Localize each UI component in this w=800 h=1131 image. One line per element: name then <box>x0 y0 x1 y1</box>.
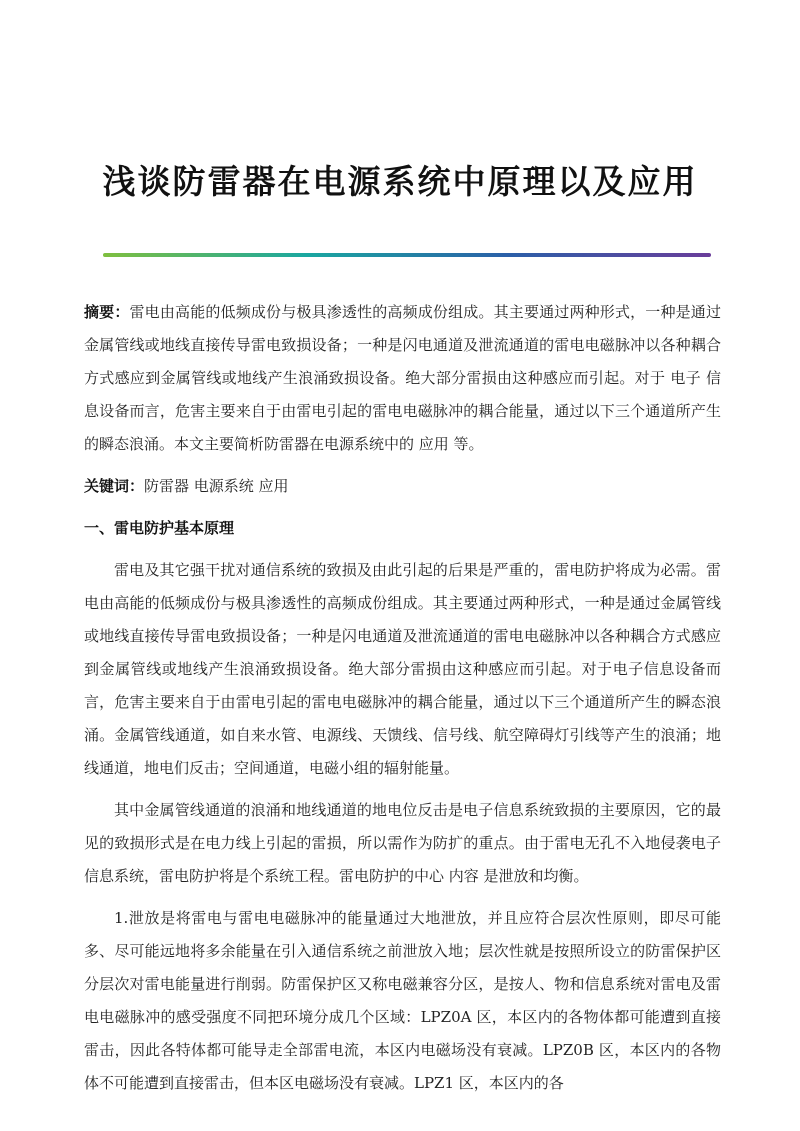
body-paragraph: 雷电及其它强干扰对通信系统的致损及由此引起的后果是严重的，雷电防护将成为必需。雷电由高能的低频成份与极具渗透性的高频成份组成。其主要通过两种形式，一种是通过金属管线或地线直接传导雷电致损设备；一种是闪电通道及泄流通道的雷电电磁脉冲以各种耦合方式感应到金属管线或地线产生浪涌致损设备。绝大部分雷损由这种感应而引起。对于电子信息设备而言，危害主要来自于由雷电引起的雷电电磁脉冲的耦合能量，通过以下三个通道所产生的瞬态浪涌。金属管线通道，如自来水管、电源线、天馈线、信号线、航空障碍灯引线等产生的浪涌；地线通道，地电们反击；空间通道，电磁小组的辐射能量。 <box>84 561 721 777</box>
document-title: 浅谈防雷器在电源系统中原理以及应用 <box>102 162 698 201</box>
abstract-paragraph <box>84 296 721 461</box>
section-heading-text: 一、雷电防护基本原理 <box>84 519 235 537</box>
abstract-label: 摘要： <box>84 303 130 321</box>
body-paragraph: 其中金属管线通道的浪涌和地线通道的地电位反击是电子信息系统致损的主要原因，它的最见的致损形式是在电力线上引起的雷损，所以需作为防扩的重点。由于雷电无孔不入地侵袭电子信息系统，雷电防护将是个系统工程。雷电防护的中心 内容 是泄放和均衡。 <box>84 801 721 885</box>
keywords-text: 防雷器 电源系统 应用 <box>144 477 289 495</box>
title-divider-line <box>103 253 711 257</box>
body-paragraph: 1.泄放是将雷电与雷电电磁脉冲的能量通过大地泄放，并且应符合层次性原则，即尽可能多、尽可能远地将多余能量在引入通信系统之前泄放入地；层次性就是按照所设立的防雷保护区分层次对雷电能量进行削弱。防雷保护区又称电磁兼容分区，是按人、物和信息系统对雷电及雷电电磁脉冲的感受强度不同把环境分成几个区域：LPZ0A 区，本区内的各物体都可能遭到直接雷击，因此各特体都可能导走全部雷电流，本区内电磁场没有衰减。LPZ0B 区，本区内的各物体不可能遭到直接雷击，但本区电磁场没有衰减。LPZ1 区，本区内的各 <box>84 909 721 1092</box>
section-heading <box>84 512 721 545</box>
document-body <box>84 296 721 1109</box>
abstract-text: 雷电由高能的低频成份与极具渗透性的高频成份组成。其主要通过两种形式，一种是通过金属管线或地线直接传导雷电致损设备；一种是闪电通道及泄流通道的雷电电磁脉冲以各种耦合方式感应到金属管线或地线产生浪涌致损设备。绝大部分雷损由这种感应而引起。对于 电子 信息设备而言，危害主要来自于由雷电引起的雷电电磁脉冲的耦合能量，通过以下三个通道所产生的瞬态浪涌。本文主要简析防雷器在电源系统中的 应用 等。 <box>84 303 721 453</box>
keywords-label: 关键词： <box>84 477 145 495</box>
keywords-line <box>84 470 721 503</box>
